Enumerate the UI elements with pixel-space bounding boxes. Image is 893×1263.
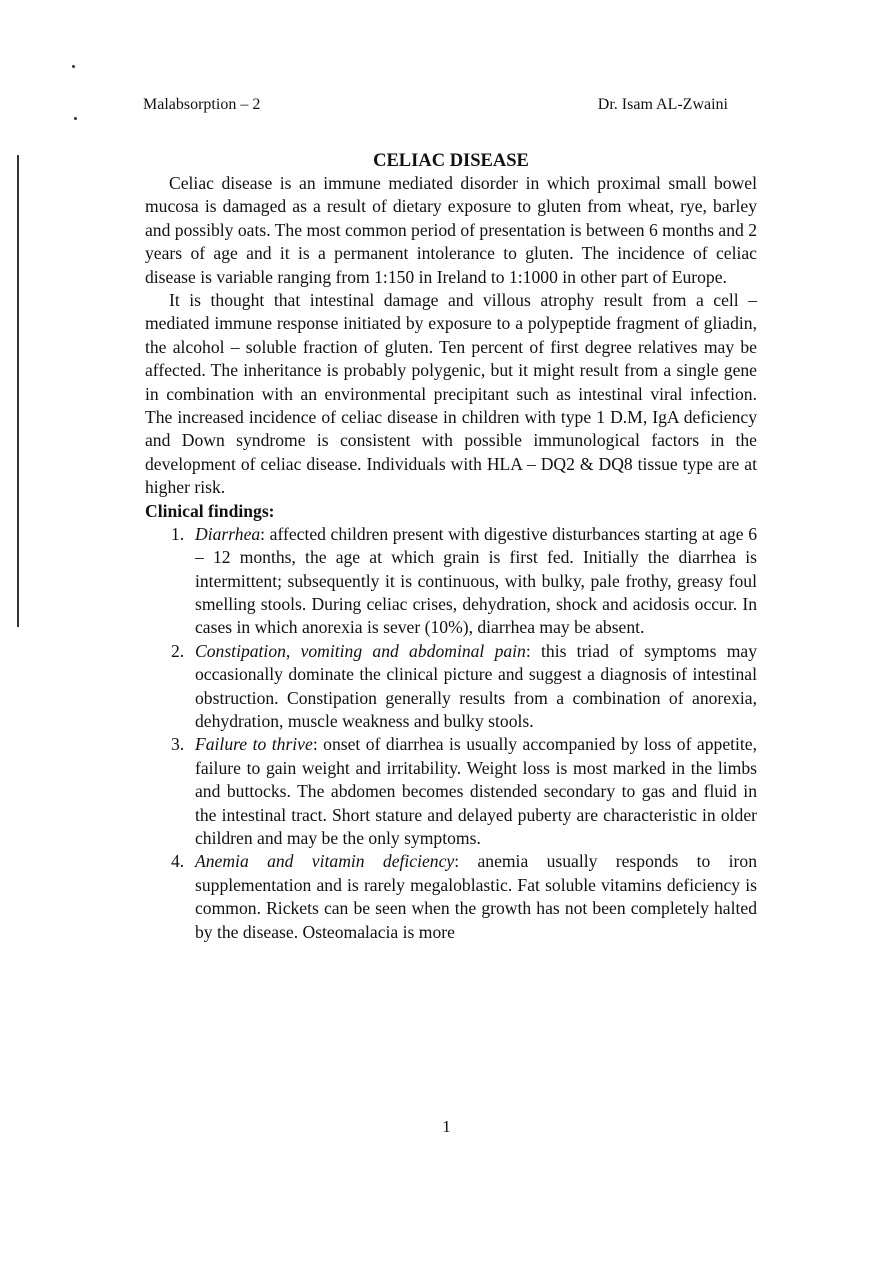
list-text: : this triad of symptoms may occasionally dominate the clinical picture and suggest a diagnosis of intestinal obstruction. Constipation generally results from a combination of anorexia, dehydration, muscle weakness and bulky stools. bbox=[195, 640, 757, 731]
scan-artifact-line bbox=[17, 155, 19, 627]
page-body bbox=[145, 150, 757, 944]
list-term: Anemia and vitamin deficiency bbox=[195, 851, 455, 872]
body-paragraph: Celiac disease is an immune mediated disorder in which proximal small bowel mucosa is damaged as a result of dietary exposure to gluten from wheat, rye, barley and possibly oats. The most common period of presentation is between 6 months and 2 years of age and it is a permanent intolerance to gluten. The incidence of celiac disease is variable ranging from 1:150 in Ireland to 1:1000 in other part of Europe. bbox=[145, 173, 757, 287]
list-text: : affected children present with digestive disturbances starting at age 6 – 12 months, the age at which grain is first fed. Initially the diarrhea is intermittent; subsequently it is continuous, with bulky, pale frothy, greasy foul smelling stools. During celiac crises, dehydration, shock and acidosis occur. In cases in which anorexia is sever (10%), diarrhea may be absent. bbox=[195, 523, 757, 638]
page-title: CELIAC DISEASE bbox=[373, 151, 529, 171]
list-item bbox=[145, 523, 757, 640]
list-term: Diarrhea bbox=[195, 523, 261, 544]
scan-artifact-dot bbox=[74, 117, 77, 120]
clinical-findings-list bbox=[145, 523, 757, 944]
list-number: 2. bbox=[171, 640, 185, 661]
list-number: 1. bbox=[171, 523, 185, 544]
list-term: Constipation, vomiting and abdominal pain bbox=[195, 640, 526, 661]
body-paragraph: It is thought that intestinal damage and villous atrophy result from a cell – mediated immune response initiated by exposure to a polypeptide fragment of gliadin, the alcohol – soluble fraction of gluten. Ten percent of first degree relatives may be affected. The inheritance is probably polygenic, but it might result from a single gene in combination with an environmental precipitant such as intestinal viral infection. The increased incidence of celiac disease in children with type 1 D.M, IgA deficiency and Down syndrome is consistent with possible immunological factors in the development of celiac disease. Individuals with HLA – DQ2 & DQ8 tissue type are at higher risk. bbox=[145, 290, 757, 498]
list-number: 4. bbox=[171, 851, 185, 872]
list-number: 3. bbox=[171, 734, 185, 755]
list-item bbox=[145, 733, 757, 850]
section-heading: Clinical findings: bbox=[145, 500, 275, 521]
list-item bbox=[145, 640, 757, 734]
list-item bbox=[145, 850, 757, 944]
list-term: Failure to thrive bbox=[195, 734, 313, 755]
running-header-left: Malabsorption – 2 bbox=[143, 96, 261, 113]
page-number: 1 bbox=[442, 1117, 451, 1136]
scan-artifact-dot bbox=[72, 65, 75, 68]
running-header-right: Dr. Isam AL-Zwaini bbox=[597, 96, 728, 113]
list-text: : anemia usually responds to iron supplementation and is rarely megaloblastic. Fat soluble vitamins deficiency is common. Rickets can be seen when the growth has not been completely halted by the disease. Osteomalacia is more bbox=[195, 851, 758, 942]
list-text: : onset of diarrhea is usually accompanied by loss of appetite, failure to gain weight and irritability. Weight loss is most marked in the limbs and buttocks. The abdomen becomes distended secondary to gas and fluid in the intestinal tract. Short stature and delayed puberty are characteristic in older children and may be the only symptoms. bbox=[195, 734, 757, 848]
